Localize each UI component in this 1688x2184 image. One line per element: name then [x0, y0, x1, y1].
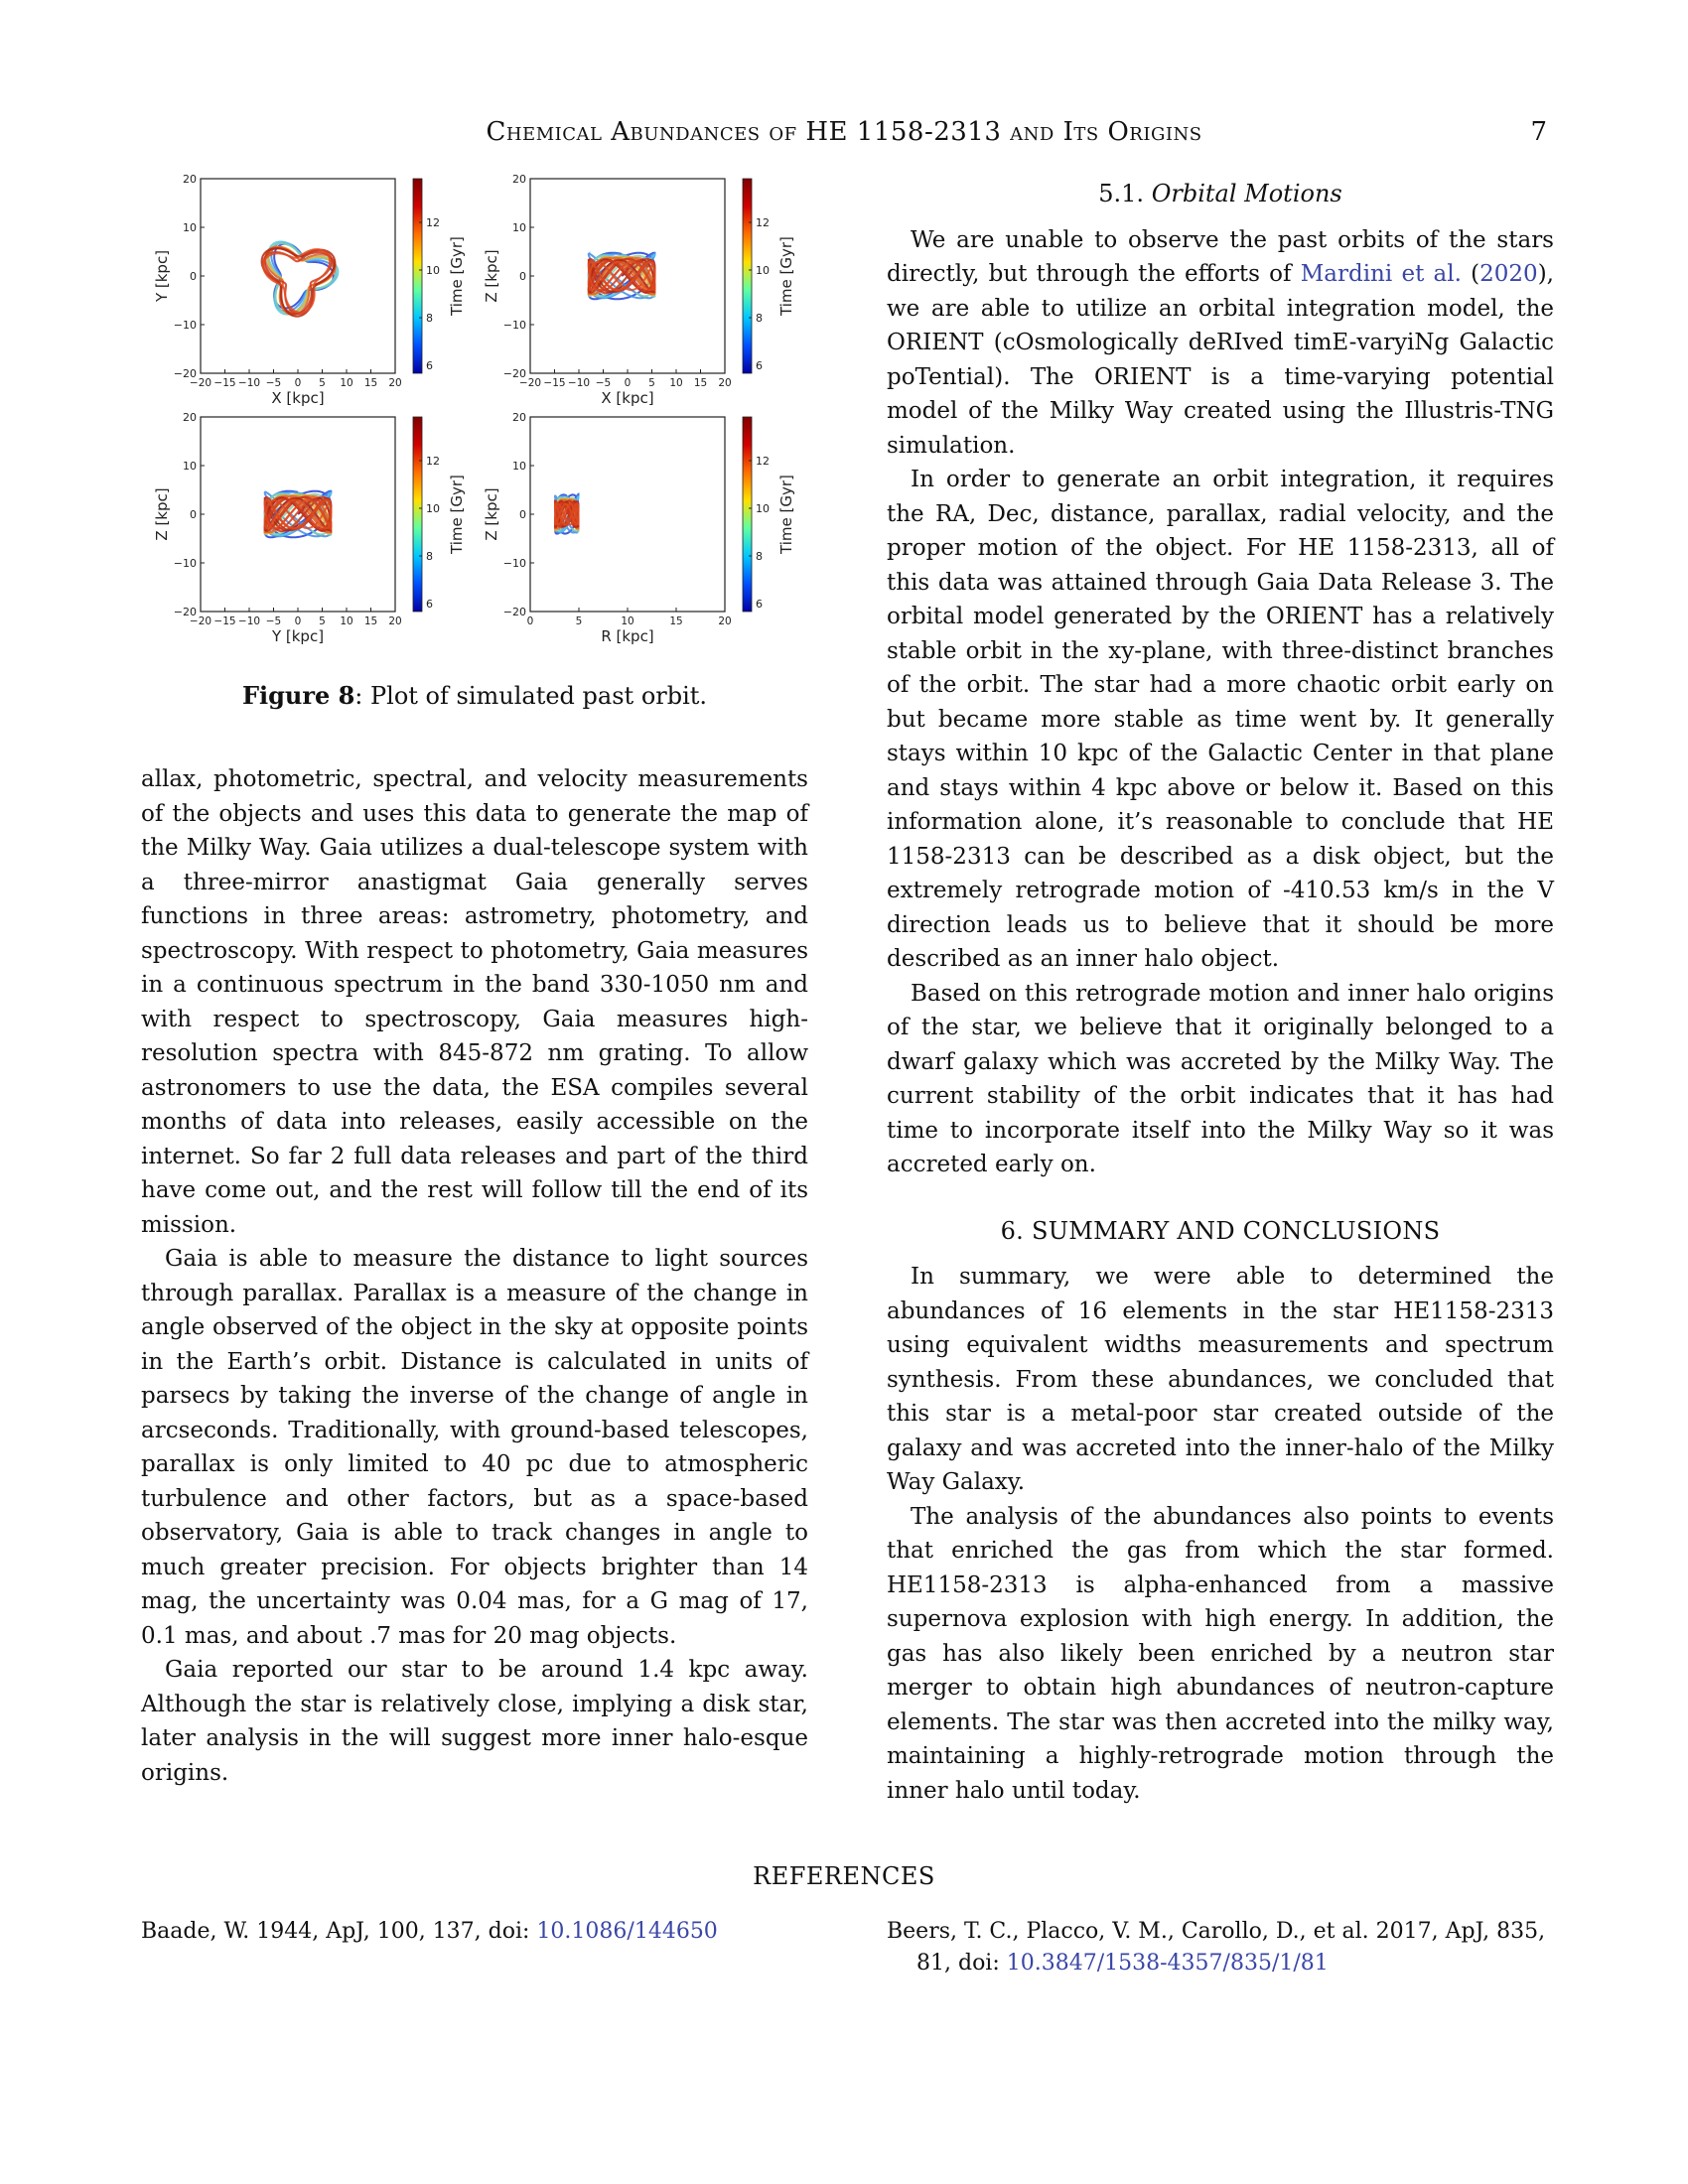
section-heading: 6. SUMMARY AND CONCLUSIONS — [1000, 1216, 1441, 1245]
citation-year-link[interactable]: 2020 — [1479, 261, 1538, 287]
x-tick-label: −5 — [265, 377, 282, 389]
x-tick-label: 5 — [575, 615, 583, 627]
y-tick-label: 20 — [512, 411, 526, 424]
reference-text: Beers, T. C., Placco, V. M., Carollo, D., et al. 2017, ApJ, 835, 81, doi: — [887, 1919, 1546, 1976]
y-tick-label: −20 — [173, 606, 197, 618]
paragraph: The analysis of the abundances also points to events that enriched the gas from which the star formed. HE1158-2313 is alpha-enhanced from a massive supernova explosion with high energy. In addition, the gas has also likely been enriched by a neutron star merger to obtain high abundances of neutron-capture elements. The star was then accreted into the milky way, maintaining a highly-retrograde motion through the inner halo until today. — [887, 1503, 1554, 1804]
citation-paren-open: ( — [1461, 261, 1480, 287]
colorbar-label: Time [Gyr] — [448, 236, 466, 316]
x-tick-label: 20 — [718, 615, 732, 627]
y-tick-label: −20 — [173, 367, 197, 380]
x-tick-label: −10 — [567, 377, 591, 389]
y-tick-label: 20 — [183, 173, 197, 186]
colorbar-tick-label: 6 — [756, 359, 763, 372]
y-tick-label: −20 — [502, 606, 526, 618]
y-tick-label: 0 — [190, 508, 197, 521]
y-tick-label: 0 — [190, 270, 197, 283]
plot-frame — [201, 179, 395, 373]
x-tick-label: 10 — [340, 615, 353, 627]
paragraph — [887, 223, 1554, 464]
y-tick-label: 10 — [183, 460, 197, 473]
orbit-tracks — [265, 491, 332, 538]
colorbar-tick-label: 6 — [426, 598, 433, 611]
colorbar-tick-label: 8 — [756, 550, 763, 563]
x-tick-label: −15 — [543, 377, 566, 389]
x-tick-label: 20 — [388, 377, 402, 389]
orbit-plots — [141, 167, 808, 683]
y-tick-label: 10 — [512, 221, 526, 234]
subsection-heading — [887, 177, 1554, 211]
doi-link[interactable]: 10.1086/144650 — [536, 1919, 718, 1944]
left-column — [141, 762, 808, 1790]
subsection-number: 5.1. — [1098, 180, 1145, 207]
colorbar — [413, 179, 422, 373]
reference-entry — [887, 1916, 1554, 1979]
figure-caption-text: : Plot of simulated past orbit. — [354, 682, 708, 710]
paragraph: Gaia reported our star to be around 1.4 kpc away. Although the star is relatively close, implying a disk star, later analysis in the will suggest more inner halo-esque origins. — [141, 1657, 808, 1786]
y-tick-label: 10 — [512, 460, 526, 473]
right-column — [887, 177, 1554, 1808]
paragraph: In order to generate an orbit integration, it requires the RA, Dec, distance, parallax, radial velocity, and the proper motion of the object. For HE 1158-2313, all of this data was attained through Gaia Data Release 3. The orbital model generated by the ORIENT has a relatively stable orbit in the xy-plane, with three-distinct branches of the orbit. The star had a more chaotic orbit early on but became more stable as time went by. It generally stays within 10 kpc of the Galactic Center in that plane and stays within 4 kpc above or below it. Based on this information alone, it’s reasonable to conclude that HE 1158-2313 can be described as a disk object, but the extremely retrograde motion of -410.53 km/s in the V direction leads us to believe that it should be more described as an inner halo object. — [887, 467, 1554, 972]
x-axis-label: Y [kpc] — [271, 627, 325, 645]
doi-link[interactable]: 10.3847/1538-4357/835/1/81 — [1006, 1951, 1329, 1976]
y-tick-label: 10 — [183, 221, 197, 234]
x-tick-label: 0 — [526, 615, 534, 627]
orbit-tracks — [589, 253, 655, 300]
figure-label: Figure 8 — [241, 681, 355, 710]
y-tick-label: −20 — [502, 367, 526, 380]
page-number: 7 — [1530, 117, 1547, 147]
colorbar-label: Time [Gyr] — [448, 475, 466, 554]
y-axis-label: Z [kpc] — [483, 487, 500, 541]
reference-entry — [141, 1916, 816, 1948]
citation-link[interactable]: Mardini et al. — [1300, 261, 1462, 287]
colorbar-label: Time [Gyr] — [777, 475, 795, 554]
y-tick-label: −10 — [502, 319, 526, 332]
orbit-tracks — [262, 242, 339, 317]
y-axis-label: Z [kpc] — [153, 487, 171, 541]
x-tick-label: −15 — [213, 377, 236, 389]
x-tick-label: 5 — [319, 377, 326, 389]
colorbar — [743, 179, 752, 373]
x-tick-label: −20 — [189, 377, 212, 389]
paragraph: allax, photometric, spectral, and velocity measurements of the objects and uses this data to generate the map of the Milky Way. Gaia utilizes a dual-telescope system with a three-mirror anastigmat Gaia generally serves functions in three areas: astrometry, photometry, and spectroscopy. With respect to photometry, Gaia measures in a continuous spectrum in the band 330-1050 nm and with respect to spectroscopy, Gaia measures high-resolution spectra with 845-872 nm grating. To allow astronomers to use the data, the ESA compiles several months of data into releases, easily accessible on the internet. So far 2 full data releases and part of the third have come out, and the rest will follow till the end of its mission. — [141, 766, 808, 1238]
colorbar-tick-label: 12 — [426, 455, 440, 468]
x-tick-label: 20 — [718, 377, 732, 389]
paragraph: Gaia is able to measure the distance to light sources through parallax. Parallax is a measure of the change in angle observed of the object in the sky at opposite points in the Earth’s orbit. Distance is calculated in units of parsecs by taking the inverse of the change of angle in arcseconds. Traditionally, with ground-based telescopes, parallax is only limited to 40 pc due to atmospheric turbulence and other factors, but as a space-based observatory, Gaia is able to track changes in angle to much greater precision. For objects brighter than 14 mag, the uncertainty was 0.04 mas, for a G mag of 17, 0.1 mas, and about .7 mas for 20 mag objects. — [141, 1246, 808, 1649]
y-axis-label: Z [kpc] — [483, 249, 500, 303]
x-tick-label: 20 — [388, 615, 402, 627]
citation-paren-close: ), — [1537, 261, 1554, 287]
running-title: Chemical Abundances of HE 1158-2313 and Its Origins — [486, 117, 1202, 147]
orbit-tracks — [555, 494, 579, 533]
colorbar-tick-label: 6 — [756, 598, 763, 611]
x-tick-label: −5 — [265, 615, 282, 627]
subsection-title: Orbital Motions — [1151, 180, 1342, 207]
y-tick-label: −10 — [173, 557, 197, 570]
x-tick-label: 5 — [648, 377, 655, 389]
x-axis-label: X [kpc] — [271, 389, 325, 407]
x-tick-label: 5 — [319, 615, 326, 627]
x-axis-label: R [kpc] — [601, 627, 654, 645]
colorbar-tick-label: 8 — [426, 550, 433, 563]
x-tick-label: 15 — [363, 615, 378, 627]
colorbar-tick-label: 12 — [756, 216, 770, 229]
reference-text: Baade, W. 1944, ApJ, 100, 137, doi: — [141, 1919, 537, 1944]
x-tick-label: 10 — [621, 615, 634, 627]
colorbar-tick-label: 10 — [426, 502, 440, 515]
y-tick-label: −10 — [502, 557, 526, 570]
x-axis-label: X [kpc] — [601, 389, 654, 407]
colorbar-tick-label: 8 — [756, 312, 763, 325]
x-tick-label: −5 — [595, 377, 612, 389]
colorbar-label: Time [Gyr] — [777, 236, 795, 316]
x-tick-label: 10 — [340, 377, 353, 389]
colorbar-tick-label: 6 — [426, 359, 433, 372]
y-tick-label: 0 — [519, 270, 526, 283]
figure-caption — [141, 681, 808, 710]
x-tick-label: −10 — [237, 377, 261, 389]
colorbar-tick-label: 10 — [756, 502, 770, 515]
y-axis-label: Y [kpc] — [153, 249, 171, 303]
paragraph-text: We are unable to observe the past orbits of the stars directly, but through the efforts of — [887, 226, 1554, 287]
x-tick-label: 0 — [294, 615, 302, 627]
x-tick-label: 15 — [363, 377, 378, 389]
x-tick-label: 0 — [624, 377, 632, 389]
paragraph-text: we are able to utilize an orbital integration model, the ORIENT (cOsmologically deRIved timE-varyiNg Galactic poTential). The ORIENT is a time-varying potential model of the Milky Way created using the Illustris-TNG simulation. — [887, 295, 1554, 459]
x-tick-label: 15 — [669, 615, 683, 627]
colorbar-tick-label: 12 — [756, 455, 770, 468]
x-tick-label: 15 — [693, 377, 708, 389]
x-tick-label: −15 — [213, 615, 236, 627]
x-tick-label: −20 — [189, 615, 212, 627]
colorbar — [743, 417, 752, 612]
x-tick-label: −10 — [237, 615, 261, 627]
y-tick-label: 0 — [519, 508, 526, 521]
references-heading: REFERENCES — [753, 1862, 935, 1890]
y-tick-label: 20 — [512, 173, 526, 186]
paragraph: Based on this retrograde motion and inner halo origins of the star, we believe that it originally belonged to a dwarf galaxy which was accreted by the Milky Way. The current stability of the orbit indicates that it has had time to incorporate itself into the Milky Way so it was accreted early on. — [887, 980, 1554, 1177]
colorbar-tick-label: 10 — [426, 264, 440, 277]
x-tick-label: 10 — [669, 377, 683, 389]
colorbar — [413, 417, 422, 612]
x-tick-label: −20 — [518, 377, 542, 389]
colorbar-tick-label: 12 — [426, 216, 440, 229]
x-tick-label: 0 — [294, 377, 302, 389]
colorbar-tick-label: 8 — [426, 312, 433, 325]
orbit-figure — [141, 167, 808, 683]
colorbar-tick-label: 10 — [756, 264, 770, 277]
y-tick-label: −10 — [173, 319, 197, 332]
paragraph: In summary, we were able to determined the abundances of 16 elements in the star HE1158-2313 using equivalent widths measurements and spectrum synthesis. From these abundances, we concluded that this star is a metal-poor star created outside of the galaxy and was accreted into the inner-halo of the Milky Way Galaxy. — [887, 1264, 1554, 1495]
y-tick-label: 20 — [183, 411, 197, 424]
